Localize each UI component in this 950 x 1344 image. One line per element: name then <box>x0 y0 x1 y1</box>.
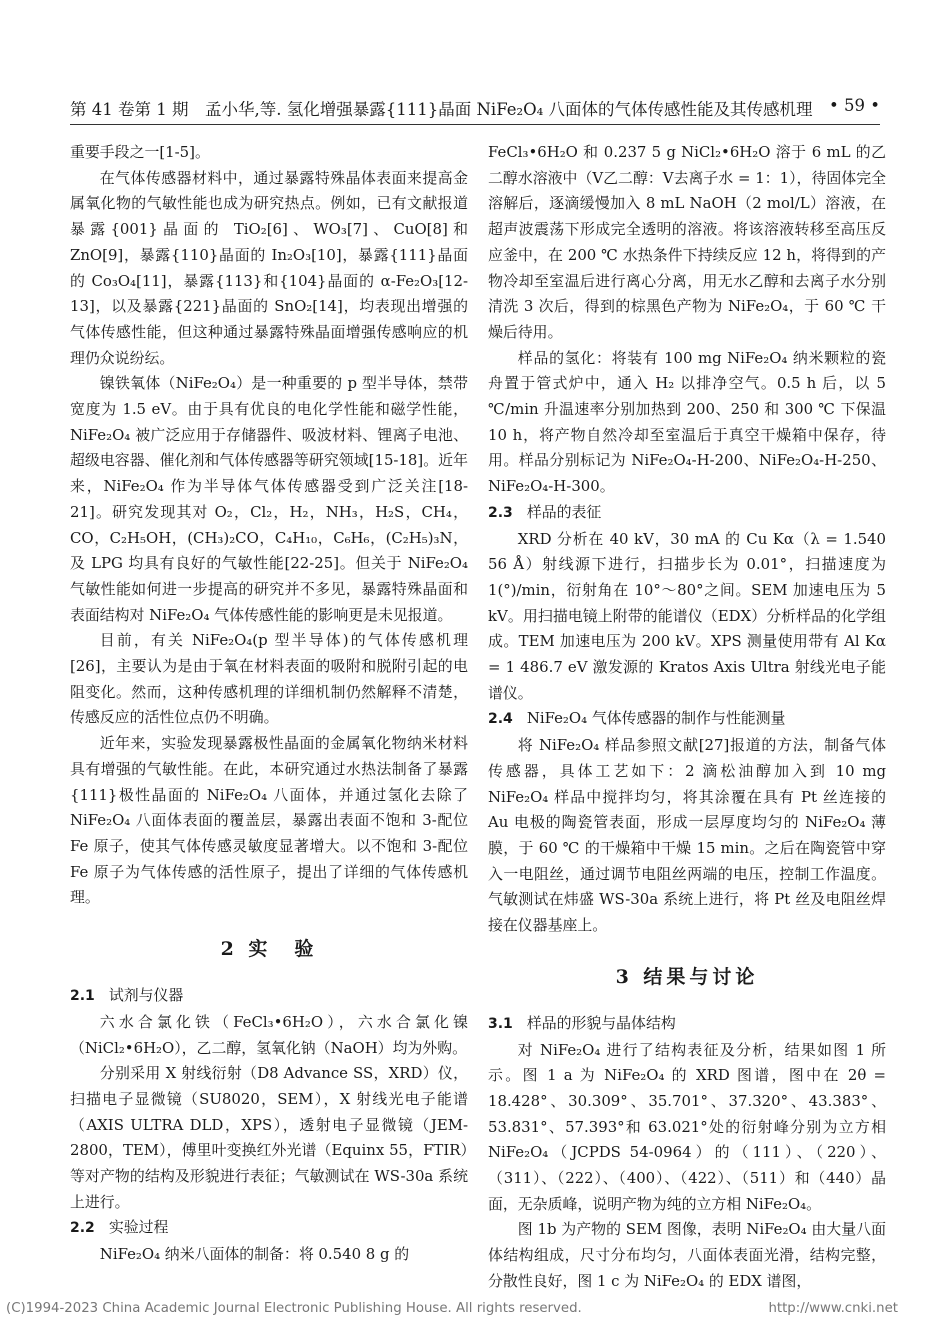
article-running-title: 孟小华,等. 氢化增强暴露{111}晶面 NiFe₂O₄ 八面体的气体传感性能及其传感机理 <box>205 100 813 119</box>
copyright-notice: (C)1994-2023 China Academic Journal Electronic Publishing House. All rights reserved. <box>6 1301 582 1316</box>
paragraph: FeCl₃•6H₂O 和 0.237 5 g NiCl₂•6H₂O 溶于 6 mL 的乙二醇水溶液中（V乙二醇：V去离子水 = 1：1），待固体完全溶解后，逐滴缓慢加入 8 mL NaOH（2 mol/L）溶液，在超声波震荡下形成完全透明的溶液。将该溶液转移至高压反应釜中，在 200 ℃ 水热条件下持续反应 12 h，将得到的产物冷却至室温后进行离心分离，用无水乙醇和去离子水分别清洗 3 次后，得到的棕黑色产物为 NiFe₂O₄，于 60 ℃ 干燥后待用。 <box>488 143 886 341</box>
subsection-number: 2.1 <box>70 988 95 1005</box>
subsection-title: 样品的形貌与晶体结构 <box>526 1013 676 1032</box>
paragraph: 分别采用 X 射线衍射（D8 Advance SS，XRD）仪，扫描电子显微镜（SU8020，SEM），X 射线光电子能谱（AXIS ULTRA DLD，XPS），透射电子显微镜（JEM-2800，TEM），傅里叶变换红外光谱（Equinx 55，FTIR）等对产物的结构及形貌进行表征；气敏测试在 WS-30a 系统上进行。 <box>70 1064 468 1211</box>
subsection-number: 3.1 <box>488 1015 513 1032</box>
journal-volume: 第 41 卷第 1 期 <box>70 100 189 119</box>
footer-url: http://www.cnki.net <box>768 1301 898 1316</box>
right-column <box>488 140 886 1295</box>
subsection-number: 2.2 <box>70 1220 95 1237</box>
header-rule <box>70 124 880 125</box>
section-heading-experiment: 2 实 验 <box>220 938 318 961</box>
paragraph: 对 NiFe₂O₄ 进行了结构表征及分析，结果如图 1 所示。图 1 a 为 NiFe₂O₄ 的 XRD 图谱，图中在 2θ = 18.428°、30.309°、35.701°、37.320°、43.383°、53.831°、57.393°和 63.021°处的衍射峰分别为立方相 NiFe₂O₄（JCPDS 54-0964）的（111）、（220）、（311）、（222）、（400）、（422）、（511）和（440）晶面，无杂质峰，说明产物为纯的立方相 NiFe₂O₄。 <box>488 1040 886 1213</box>
paragraph: 镍铁氧体（NiFe₂O₄）是一种重要的 p 型半导体，禁带宽度为 1.5 eV。由于具有优良的电化学性能和磁学性能，NiFe₂O₄ 被广泛应用于存储器件、吸波材料、锂离子电池、超级电容器、催化剂和气体传感器等研究领域[15-18]。近年来，NiFe₂O₄ 作为半导体气体传感器受到广泛关注[18-21]。研究发现其对 O₂，Cl₂，H₂，NH₃，H₂S，CH₄，CO，C₂H₅OH，(CH₃)₂CO，C₄H₁₀，C₆H₆，(C₂H₅)₃N，及 LPG 均具有良好的气敏性能[22-25]。但关于 NiFe₂O₄ 气敏性能如何进一步提高的研究并不多见，暴露特殊晶面和表面结构对 NiFe₂O₄ 气体传感性能的影响更是未见报道。 <box>70 374 468 624</box>
subsection-heading <box>488 1011 886 1038</box>
paragraph: 重要手段之一[1-5]。 <box>70 143 210 161</box>
running-header <box>70 96 880 122</box>
paragraph: XRD 分析在 40 kV，30 mA 的 Cu Kα（λ = 1.540 56 Å）射线源下进行，扫描步长为 0.01°，扫描速度为 1(°)/min，衍射角在 10°～80°之间。SEM 加速电压为 5 kV。用扫描电镜上附带的能谱仪（EDX）分析样品的化学组成。TEM 加速电压为 200 kV。XPS 测量使用带有 Al Kα = 1 486.7 eV 激发源的 Kratos Axis Ultra 射线光电子能谱仪。 <box>488 529 886 702</box>
paragraph: 目前，有关 NiFe₂O₄(p 型半导体)的气体传感机理[26]，主要认为是由于氧在材料表面的吸附和脱附引起的电阻变化。然而，这种传感机理的详细机制仍然解释不清楚，传感反应的活性位点仍不明确。 <box>70 631 468 727</box>
paragraph: 图 1b 为产物的 SEM 图像，表明 NiFe₂O₄ 由大量八面体结构组成，尺寸分布均匀，八面体表面光滑，结构完整，分散性良好，图 1 c 为 NiFe₂O₄ 的 EDX 谱图， <box>488 1220 886 1290</box>
subsection-number: 2.3 <box>488 504 513 521</box>
paragraph: 在气体传感器材料中，通过暴露特殊晶体表面来提高金属氧化物的气敏性能也成为研究热点。例如，已有文献报道暴露{001}晶面的 TiO₂[6]、WO₃[7]、CuO[8]和 ZnO[9]，暴露{110}晶面的 In₂O₃[10]，暴露{111}晶面的 Co₃O₄[11]，暴露{113}和{104}晶面的 α-Fe₂O₃[12-13]，以及暴露{221}晶面的 SnO₂[14]，均表现出增强的气体传感性能，但这种通过暴露特殊晶面增强传感响应的机理仍众说纷纭。 <box>70 168 468 367</box>
subsection-number: 2.4 <box>488 711 513 728</box>
subsection-heading <box>70 983 468 1010</box>
paragraph: NiFe₂O₄ 纳米八面体的制备：将 0.540 8 g 的 <box>99 1245 410 1264</box>
subsection-heading <box>488 500 886 527</box>
page-number: • 59 • <box>829 96 880 115</box>
left-column <box>70 140 468 1268</box>
subsection-title: 样品的表征 <box>526 502 602 521</box>
subsection-heading <box>70 1215 468 1242</box>
subsection-title: 试剂与仪器 <box>108 986 184 1005</box>
paragraph: 样品的氢化：将装有 100 mg NiFe₂O₄ 纳米颗粒的瓷舟置于管式炉中，通入 H₂ 以排净空气。0.5 h 后，以 5 ℃/min 升温速率分别加热到 200、250 和 300 ℃ 下保温 10 h，将产物自然冷却至室温后于真空干燥箱中保存，待用。样品分别标记为 NiFe₂O₄-H-200、NiFe₂O₄-H-250、NiFe₂O₄-H-300。 <box>488 348 886 496</box>
paragraph: 六水合氯化铁（FeCl₃•6H₂O），六水合氯化镍（NiCl₂•6H₂O），乙二醇，氢氧化钠（NaOH）均为外购。 <box>70 1012 468 1057</box>
section-heading-results: 3 结果与讨论 <box>615 965 759 988</box>
subsection-title: 实验过程 <box>108 1218 169 1237</box>
paragraph: 将 NiFe₂O₄ 样品参照文献[27]报道的方法，制备气体传感器，具体工艺如下：2 滴松油醇加入到 10 mg NiFe₂O₄ 样品中搅拌均匀，将其涂覆在具有 Pt 丝连接的 Au 电极的陶瓷管表面，形成一层厚度均匀的 NiFe₂O₄ 薄膜，于 60 ℃ 的干燥箱中干燥 15 min。之后在陶瓷管中穿入一电阻丝，通过调节电阻丝两端的电压，控制工作温度。气敏测试在炜盛 WS-30a 系统上进行，将 Pt 丝及电阻丝焊接在仪器基座上。 <box>488 736 886 935</box>
subsection-title: NiFe₂O₄ 气体传感器的制作与性能测量 <box>526 709 786 728</box>
paragraph: 近年来，实验发现暴露极性晶面的金属氧化物纳米材料具有增强的气敏性能。在此，本研究通过水热法制备了暴露{111}极性晶面的 NiFe₂O₄ 八面体，并通过氢化去除了 NiFe₂O₄ 八面体表面的覆盖层，暴露出表面不饱和 3-配位 Fe 原子，使其气体传感灵敏度显著增大。以不饱和 3-配位 Fe 原子为气体传感的活性原子，提出了详细的气体传感机理。 <box>70 734 468 907</box>
subsection-heading <box>488 706 886 733</box>
